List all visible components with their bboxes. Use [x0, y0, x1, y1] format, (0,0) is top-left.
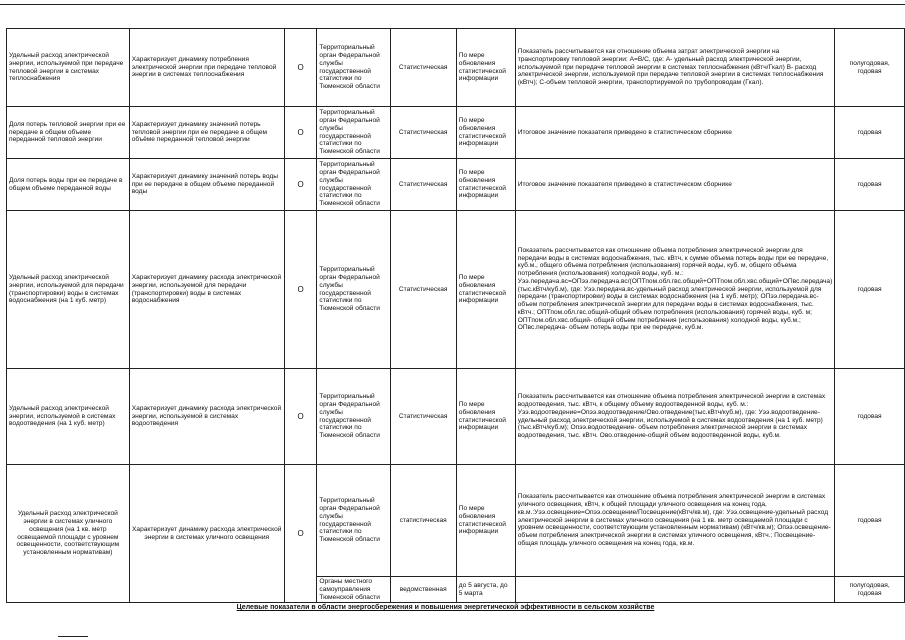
method-cell: Статистическая [390, 29, 456, 107]
source-cell: Территориальный орган Федеральной службы государственной статистики по Тюменской области [317, 107, 390, 159]
indicator-cell: Удельный расход электрической энергии, используемой для передачи (транспортировки) воды в системах водоснабжения (на 1 куб. метр) [7, 211, 130, 369]
code-cell: О [284, 369, 317, 465]
characteristic-cell: Характеризует динамику значений потерь воды при ее передаче в общем объеме переданной воды [129, 159, 284, 211]
source-cell: Территориальный орган Федеральной службы государственной статистики по Тюменской области [317, 159, 390, 211]
source-cell: Территориальный орган Федеральной службы государственной статистики по Тюменской области [317, 211, 390, 369]
formula-cell: Показатель рассчитывается как отношение объема затрат электрической энергии на транспортировку тепловой энергии: А=В/С, где: А- удельный расход электрической энергии, используемой при передаче тепловой энергии в системах теплоснабжения (кВтч/Гкал) В- расход электрической энергии, используемой при передаче тепловой энергии в системах теплоснабжения (кВтч); С-объем тепловой энергии, транспортируемой по трубопроводам (Гкал). [515, 29, 835, 107]
indicator-cell: Доля потерь тепловой энергии при ее передаче в общем объеме переданной тепловой энергии [7, 107, 130, 159]
formula-cell: Показатель рассчитывается как отношение объема потребления электрической энергии в системах водоотведения, тыс. кВтч, к общему объему водоотведенной воды, куб. м.: Уээ.водоотведение=Опээ.водоотведение/Ово.отведение(тыс.кВтч/куб.м), где: Уээ.водоотведение- удельный расход электрической энергии, используемой в системах водоотведения (на 1 куб. метр) (тыс.кВтч/куб.м); Опээ.водоотведение- объем потребления электрической энергии в системах водоотведения, тыс. кВтч. Ово.отведение-общий объем водоотведенной воды, куб.м. [515, 369, 835, 465]
deadline-cell: По мере обновления статистической информации [456, 465, 515, 577]
characteristic-cell: Характеризует динамику значений потерь тепловой энергии при ее передаче в общем объёме переданной тепловой энергии [129, 107, 284, 159]
table-row [7, 107, 905, 159]
deadline-cell: По мере обновления статистической информации [456, 29, 515, 107]
formula-cell [515, 577, 835, 603]
indicator-cell: Удельный расход электрической энергии, используемой в системах водоотведения (на 1 куб. метр) [7, 369, 130, 465]
period-cell: годовая [835, 465, 905, 577]
indicator-cell: Удельный расход электрической энергии, используемой при передаче тепловой энергии в системах теплоснабжения [7, 29, 130, 107]
period-cell: годовая [835, 369, 905, 465]
formula-cell: Показатель рассчитывается как отношение объема потребления электрической энергии в системах уличного освещения, кВтч, к общей площади уличного освещения на конец года, кв.м.:Уээ.освещение=Опээ.освещение/Посвещение(кВтч/кв.м), где: Уээ.освещение-удельный расход электрической энергии в системах уличного освещения (на 1 кв. метр освещаемой площади с уровнем освещенности, соответствующим установленным нормативам) (кВтч/кв.м); Опээ.освещение- объем потребления электрической энергии в системах уличного освещения, кВтч.; Посвещение- общая площадь уличного освещения на конец года, кв.м. [515, 465, 835, 577]
characteristic-cell: Характеризует динамику расхода электрической энергии в системах уличного освещения [129, 465, 284, 603]
section-footer-title: Целевые показатели в области энергосбережения и повышения энергетической эффективности в сельском хозяйстве [236, 604, 655, 611]
code-cell: О [284, 211, 317, 369]
formula-cell: Итоговое значение показателя приведено в статистическом сборнике [515, 107, 835, 159]
table-row [7, 29, 905, 107]
deadline-cell: По мере обновления статистической информации [456, 159, 515, 211]
code-cell: О [284, 159, 317, 211]
period-cell: годовая [835, 211, 905, 369]
table-row [7, 211, 905, 369]
code-cell: О [284, 107, 317, 159]
deadline-cell: По мере обновления статистической информации [456, 107, 515, 159]
table-row [7, 465, 905, 577]
bottom-rule [58, 636, 88, 637]
table-row [7, 369, 905, 465]
characteristic-cell: Характеризует динамику расхода электрической энергии, используемой для передачи (транспортировки) воды в системах водоснабжения [129, 211, 284, 369]
method-cell: статистическая [390, 465, 456, 577]
indicator-cell: Удельный расход электрической энергии в системах уличного освещения (на 1 кв. метр освещаемой площади с уровнем освещенности, соответствующим установленным нормативам) [7, 465, 130, 603]
indicators-table [6, 28, 905, 603]
method-cell: Статистическая [390, 211, 456, 369]
deadline-cell: По мере обновления статистической информации [456, 369, 515, 465]
formula-cell: Показатель рассчитывается как отношение объема потребления электрической энергии для передачи воды в системах водоснабжения, тыс. кВтч, к сумме объема потерь воды при ее передаче, куб.м., общего объема потребления (использования) горячей воды, куб. м, общего объема потребления (использования) холодной воды, куб. м.: Уээ.передача.вс=ОПээ.передача.вс/(ОПТпом.обл.гвс.общий+ОПТпом.обл.хвс.общий+ОПвс.передача) (тыс.кВтч/куб.м), где: Уээ.передача.вс-удельный расход электрической энергии, используемой для передачи (транспортировки) воды в системах водоснабжения (на 1 куб. метр); ОПээ.передача.вс-объем потребления электрической энергии для передачи воды в системах водоснабжения, тыс. кВтч.; ОПТпом.обл.гвс.общий-общий объем потребления (использования) горячей воды, куб. м; ОПТпом.обл.хвс.общий- общий объем потребления (использования) холодной воды, куб.м.; ОПвс.передача- объем потерь воды при ее передаче, куб.м. [515, 211, 835, 369]
deadline-cell: до 5 августа, до 5 марта [456, 577, 515, 603]
period-cell: полугодовая, годовая [835, 577, 905, 603]
source-cell: Территориальный орган Федеральной службы государственной статистики по Тюменской области [317, 29, 390, 107]
method-cell: Статистическая [390, 107, 456, 159]
period-cell: годовая [835, 107, 905, 159]
characteristic-cell: Характеризует динамику расхода электрической энергии, используемой в системах водоотведения [129, 369, 284, 465]
deadline-cell: По мере обновления статистической информации [456, 211, 515, 369]
source-cell: Органы местного самоуправления Тюменской области [317, 577, 390, 603]
method-cell: ведомственная [390, 577, 456, 603]
period-cell: годовая [835, 159, 905, 211]
source-cell: Территориальный орган Федеральной службы государственной статистики по Тюменской области [317, 369, 390, 465]
code-cell: О [284, 29, 317, 107]
period-cell: полугодовая, годовая [835, 29, 905, 107]
formula-cell: Итоговое значение показателя приведено в статистическом сборнике [515, 159, 835, 211]
indicator-cell: Доля потерь воды при ее передаче в общем объеме переданной воды [7, 159, 130, 211]
source-cell: Территориальный орган Федеральной службы государственной статистики по Тюменской области [317, 465, 390, 577]
top-rule [0, 4, 905, 5]
method-cell: Статистическая [390, 159, 456, 211]
code-cell: О [284, 465, 317, 603]
table-row [7, 159, 905, 211]
method-cell: Статистическая [390, 369, 456, 465]
characteristic-cell: Характеризует динамику потребления электрической энергии при передаче тепловой энергии в системах теплоснабжения [129, 29, 284, 107]
